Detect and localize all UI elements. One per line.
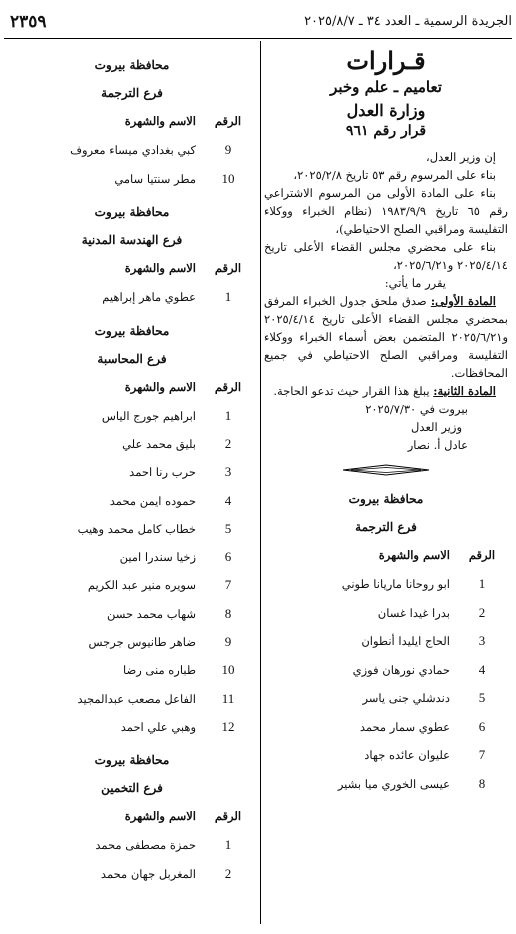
row-name: زخيا سندرا امين xyxy=(119,550,196,565)
expert-list xyxy=(10,283,254,312)
col-number: الرقم xyxy=(214,809,242,824)
table-row xyxy=(10,831,254,859)
row-number: 12 xyxy=(221,718,235,734)
table-row xyxy=(10,571,254,599)
table-row xyxy=(10,656,254,684)
table-header xyxy=(10,378,254,396)
table-row xyxy=(10,713,254,741)
expert-list xyxy=(10,831,254,888)
row-number: 1 xyxy=(224,407,232,423)
row-number: 4 xyxy=(478,661,486,677)
row-name: دندشلي جنى ياسر xyxy=(362,691,450,706)
table-row xyxy=(10,515,254,543)
row-name: بدرا غيدا غسان xyxy=(377,605,450,620)
row-number: 9 xyxy=(224,634,232,650)
row-name: عيسى الخوري ميا بشير xyxy=(337,776,450,791)
expert-list xyxy=(264,570,508,798)
row-number: 6 xyxy=(224,549,232,565)
decision-number: قرار رقم ٩٦١ xyxy=(345,123,427,139)
table-row xyxy=(10,684,254,712)
paragraph: إن وزير العدل، xyxy=(426,150,496,164)
row-name: مطر سنتيا سامي xyxy=(114,171,196,186)
governorate-heading: محافظة بيروت xyxy=(94,205,170,219)
row-number: 2 xyxy=(224,435,232,451)
table-header xyxy=(10,259,254,277)
paragraph: بناء على المرسوم رقم ٥٣ تاريخ ٢٠٢٥/٢/٨، xyxy=(293,168,496,182)
column-divider xyxy=(260,41,261,924)
row-number: 7 xyxy=(478,747,486,763)
row-name: ابو روحانا ماريانا طوني xyxy=(341,577,450,592)
table-row xyxy=(264,770,508,799)
branch-heading: فرع الترجمة xyxy=(101,86,163,100)
table-row xyxy=(10,486,254,514)
table-row xyxy=(264,713,508,742)
governorate-heading: محافظة بيروت xyxy=(94,58,170,72)
table-row xyxy=(10,600,254,628)
row-name: شهاب محمد حسن xyxy=(107,606,196,621)
table-row xyxy=(10,458,254,486)
table-header xyxy=(10,112,254,130)
row-name: حمزة مصطفى محمد xyxy=(95,838,196,853)
article-2-label: المادة الثانية: xyxy=(433,384,496,398)
page-header xyxy=(4,10,512,36)
left-column xyxy=(10,48,254,888)
table-row xyxy=(10,543,254,571)
row-name: وهبي علي احمد xyxy=(120,719,196,734)
article-1 xyxy=(264,292,508,382)
table-row xyxy=(264,627,508,656)
article-1-text: صدق ملحق جدول الخبراء المرفق بمحضري مجلس القضاء الأعلى تاريخ ٢٠٢٥/٤/١٤ و٢٠٢٥/٦/٢١ المتضمن بعض أسماء الخبراء ووكلاء التفليسة ومراقبي الصلح الاحتياطي في جميع المحافظات. xyxy=(264,294,508,380)
branch-heading: فرع الهندسة المدنية xyxy=(81,233,183,247)
table-row xyxy=(264,599,508,628)
table-row xyxy=(10,136,254,165)
table-row xyxy=(264,656,508,685)
col-number: الرقم xyxy=(214,114,242,128)
row-name: بليق محمد علي xyxy=(122,436,196,451)
col-name: الاسم والشهرة xyxy=(124,379,196,394)
col-name: الاسم والشهرة xyxy=(124,809,196,824)
subtitle: تعاميم ـ علم وخبر xyxy=(330,78,442,96)
article-1-label: المادة الأولى: xyxy=(430,294,496,308)
section-divider xyxy=(264,462,508,480)
row-number: 8 xyxy=(224,605,232,621)
branch-heading: فرع التخمين xyxy=(101,781,163,796)
col-name: الاسم والشهرة xyxy=(378,548,450,562)
row-number: 8 xyxy=(478,775,486,791)
signer-name: عادل أ. نصار xyxy=(407,438,468,452)
row-number: 3 xyxy=(224,464,232,480)
divider-ornament xyxy=(341,464,431,476)
row-number: 2 xyxy=(478,604,486,620)
date-line: بيروت في ٢٠٢٥/٧/٣٠ xyxy=(365,402,468,416)
right-column xyxy=(264,48,508,798)
expert-list xyxy=(10,402,254,742)
row-name: الفاعل مصعب عبدالمجيد xyxy=(77,691,196,706)
branch-heading: فرع المحاسبة xyxy=(97,351,167,366)
table-row xyxy=(264,684,508,713)
table-row xyxy=(10,628,254,656)
row-name: كبي بغدادي ميساء معروف xyxy=(70,143,196,158)
row-number: 9 xyxy=(224,142,232,158)
table-row xyxy=(10,430,254,458)
row-number: 3 xyxy=(478,633,486,649)
branch-heading: فرع الترجمة xyxy=(355,520,417,534)
row-number: 1 xyxy=(224,837,232,853)
row-number: 11 xyxy=(221,690,235,706)
row-name: طباره منى رضا xyxy=(122,663,196,678)
row-name: عطوي ماهر إبراهيم xyxy=(102,290,196,305)
row-name: عطوي سمار محمد xyxy=(359,719,450,734)
paragraph: يقرر ما يأتي: xyxy=(384,276,446,290)
article-2 xyxy=(264,382,508,400)
row-name: سويره منير عبد الكريم xyxy=(87,578,196,593)
article-2-text: يبلغ هذا القرار حيث تدعو الحاجة. xyxy=(273,384,434,398)
col-number: الرقم xyxy=(468,548,496,562)
col-number: الرقم xyxy=(214,261,242,275)
row-number: 5 xyxy=(478,690,486,706)
paragraph: بناء على المادة الأولى من المرسوم الاشتراعي رقم ٦٥ تاريخ ١٩٨٣/٩/٩ (نظام الخبراء ووكلاء التفليسة ومراقبي الصلح الاحتياطي)، xyxy=(264,186,508,236)
row-name: ابراهيم جورج الياس xyxy=(101,408,196,423)
governorate-heading: محافظة بيروت xyxy=(94,323,170,338)
row-name: ضاهر طانيوس جرجس xyxy=(88,635,196,650)
ministry-title: وزارة العدل xyxy=(346,101,426,120)
table-header xyxy=(264,546,508,564)
row-name: حمادي نورهان فوزي xyxy=(352,662,450,677)
col-name: الاسم والشهرة xyxy=(124,261,196,275)
table-row xyxy=(10,859,254,887)
gazette-header-title: الجريدة الرسمية ـ العدد ٣٤ ـ ٢٠٢٥/٨/٧ xyxy=(304,14,512,29)
expert-list xyxy=(10,136,254,193)
col-name: الاسم والشهرة xyxy=(124,114,196,128)
row-name: الحاج ايليدا أنطوان xyxy=(361,634,450,649)
table-row xyxy=(264,741,508,770)
table-header xyxy=(10,807,254,825)
table-row xyxy=(10,402,254,430)
row-name: حموده ايمن محمد xyxy=(109,493,196,508)
paragraph: بناء على محضري مجلس القضاء الأعلى تاريخ ٢٠٢٥/٤/١٤ و٢٠٢٥/٦/٢١، xyxy=(264,240,508,272)
governorate-heading: محافظة بيروت xyxy=(348,492,424,506)
row-number: 10 xyxy=(221,662,235,678)
table-row xyxy=(264,570,508,599)
governorate-heading: محافظة بيروت xyxy=(94,753,170,768)
row-number: 5 xyxy=(224,520,232,536)
row-name: خطاب كامل محمد وهيب xyxy=(77,521,196,536)
table-row xyxy=(10,165,254,194)
row-number: 10 xyxy=(221,170,235,186)
row-number: 2 xyxy=(224,865,232,881)
row-name: حرب رنا احمد xyxy=(129,465,196,480)
row-number: 7 xyxy=(224,577,232,593)
row-name: المغربل جهان محمد xyxy=(100,866,196,881)
main-title: قـرارات xyxy=(346,46,426,75)
row-number: 6 xyxy=(478,718,486,734)
header-rule xyxy=(4,38,512,39)
table-row xyxy=(10,283,254,312)
row-number: 1 xyxy=(478,576,486,592)
signer-title: وزير العدل xyxy=(411,420,462,434)
row-number: 1 xyxy=(224,289,232,305)
row-name: عليوان عائده جهاد xyxy=(364,748,450,763)
page-number: ٢٣٥٩ xyxy=(10,12,47,32)
row-number: 4 xyxy=(224,492,232,508)
col-number: الرقم xyxy=(214,379,242,394)
